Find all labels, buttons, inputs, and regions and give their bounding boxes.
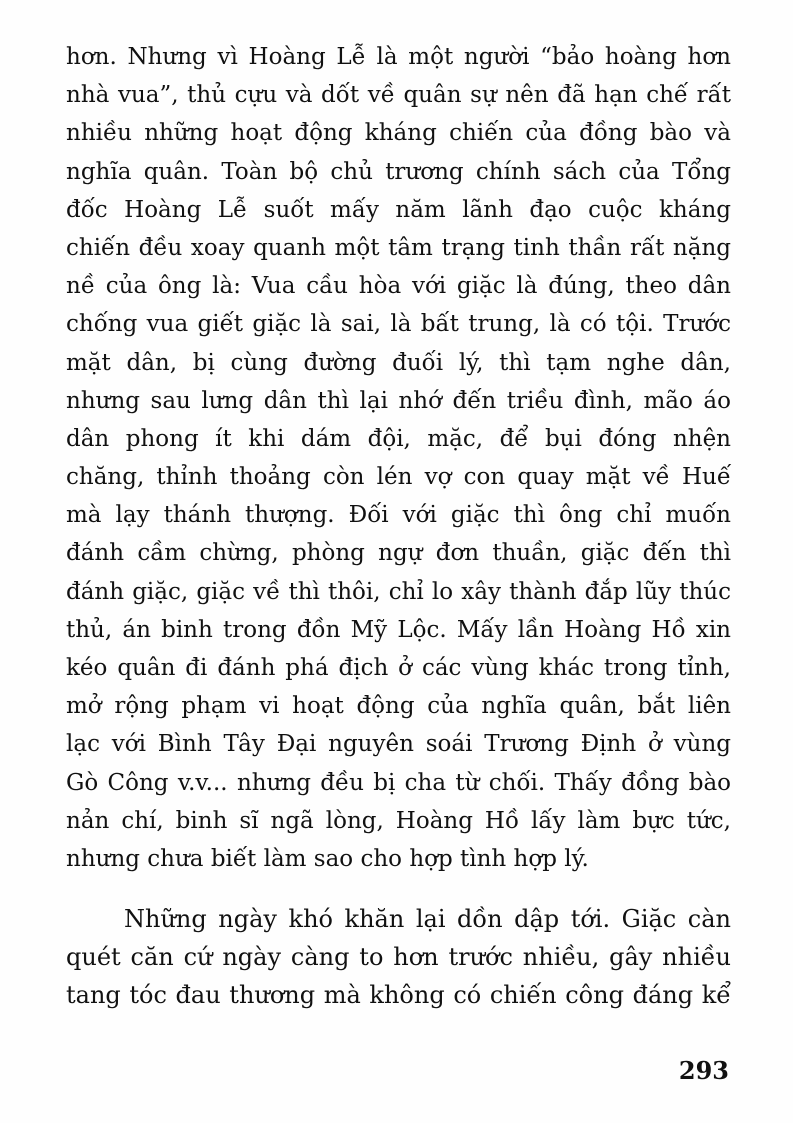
page-number: 293 [678, 1056, 729, 1085]
text-line: hơn. Nhưng vì Hoàng Lễ là một người “bảo hoàng hơn [66, 44, 731, 70]
text-line: tang tóc đau thương mà không có chiến công đáng kể [66, 981, 731, 1010]
text-line: nhiều những hoạt động kháng chiến của đồng bào và [66, 120, 731, 147]
paragraph-2 [66, 900, 731, 1015]
text-line: chiến đều xoay quanh một tâm trạng tinh thần rất nặng [66, 234, 731, 261]
text-line: nghĩa quân. Toàn bộ chủ trương chính sách của Tổng [66, 158, 731, 185]
text-line: nhưng chưa biết làm sao cho hợp tình hợp lý. [66, 845, 589, 872]
text-line: chống vua giết giặc là sai, là bất trung, là có tội. Trước [66, 311, 731, 338]
text-line: kéo quân đi đánh phá địch ở các vùng khác trong tỉnh, [66, 655, 731, 681]
text-line: đốc Hoàng Lễ suốt mấy năm lãnh đạo cuộc kháng [66, 196, 731, 223]
paragraph-1 [66, 38, 731, 878]
text-line: nhưng sau lưng dân thì lại nhớ đến triều đình, mão áo [66, 387, 731, 414]
text-line: nề của ông là: Vua cầu hòa với giặc là đúng, theo dân [66, 273, 731, 300]
text-line: nản chí, binh sĩ ngã lòng, Hoàng Hồ lấy làm bực tức, [66, 807, 731, 834]
text-line: đánh cầm chừng, phòng ngự đơn thuần, giặc đến thì [66, 540, 731, 567]
text-line: quét căn cứ ngày càng to hơn trước nhiều, gây nhiều [66, 943, 731, 972]
text-line: Những ngày khó khăn lại dồn dập tới. Giặc càn [124, 905, 731, 933]
text-line: Gò Công v.v... nhưng đều bị cha từ chối. Thấy đồng bào [66, 769, 731, 796]
text-line: đánh giặc, giặc về thì thôi, chỉ lo xây thành đắp lũy thúc [66, 578, 731, 605]
text-line: dân phong ít khi dám đội, mặc, để bụi đóng nhện [66, 425, 731, 452]
text-line: chăng, thỉnh thoảng còn lén vợ con quay mặt về Huế [66, 464, 731, 491]
text-line: nhà vua”, thủ cựu và dốt về quân sự nên đã hạn chế rất [66, 82, 731, 109]
text-line: thủ, án binh trong đồn Mỹ Lộc. Mấy lần Hoàng Hồ xin [66, 616, 731, 643]
text-line: lạc với Bình Tây Đại nguyên soái Trương Định ở vùng [66, 731, 731, 758]
text-line: mà lạy thánh thượng. Đối với giặc thì ông chỉ muốn [66, 502, 731, 529]
text-line: mở rộng phạm vi hoạt động của nghĩa quân, bắt liên [66, 693, 731, 720]
text-line: mặt dân, bị cùng đường đuối lý, thì tạm nghe dân, [66, 349, 731, 376]
